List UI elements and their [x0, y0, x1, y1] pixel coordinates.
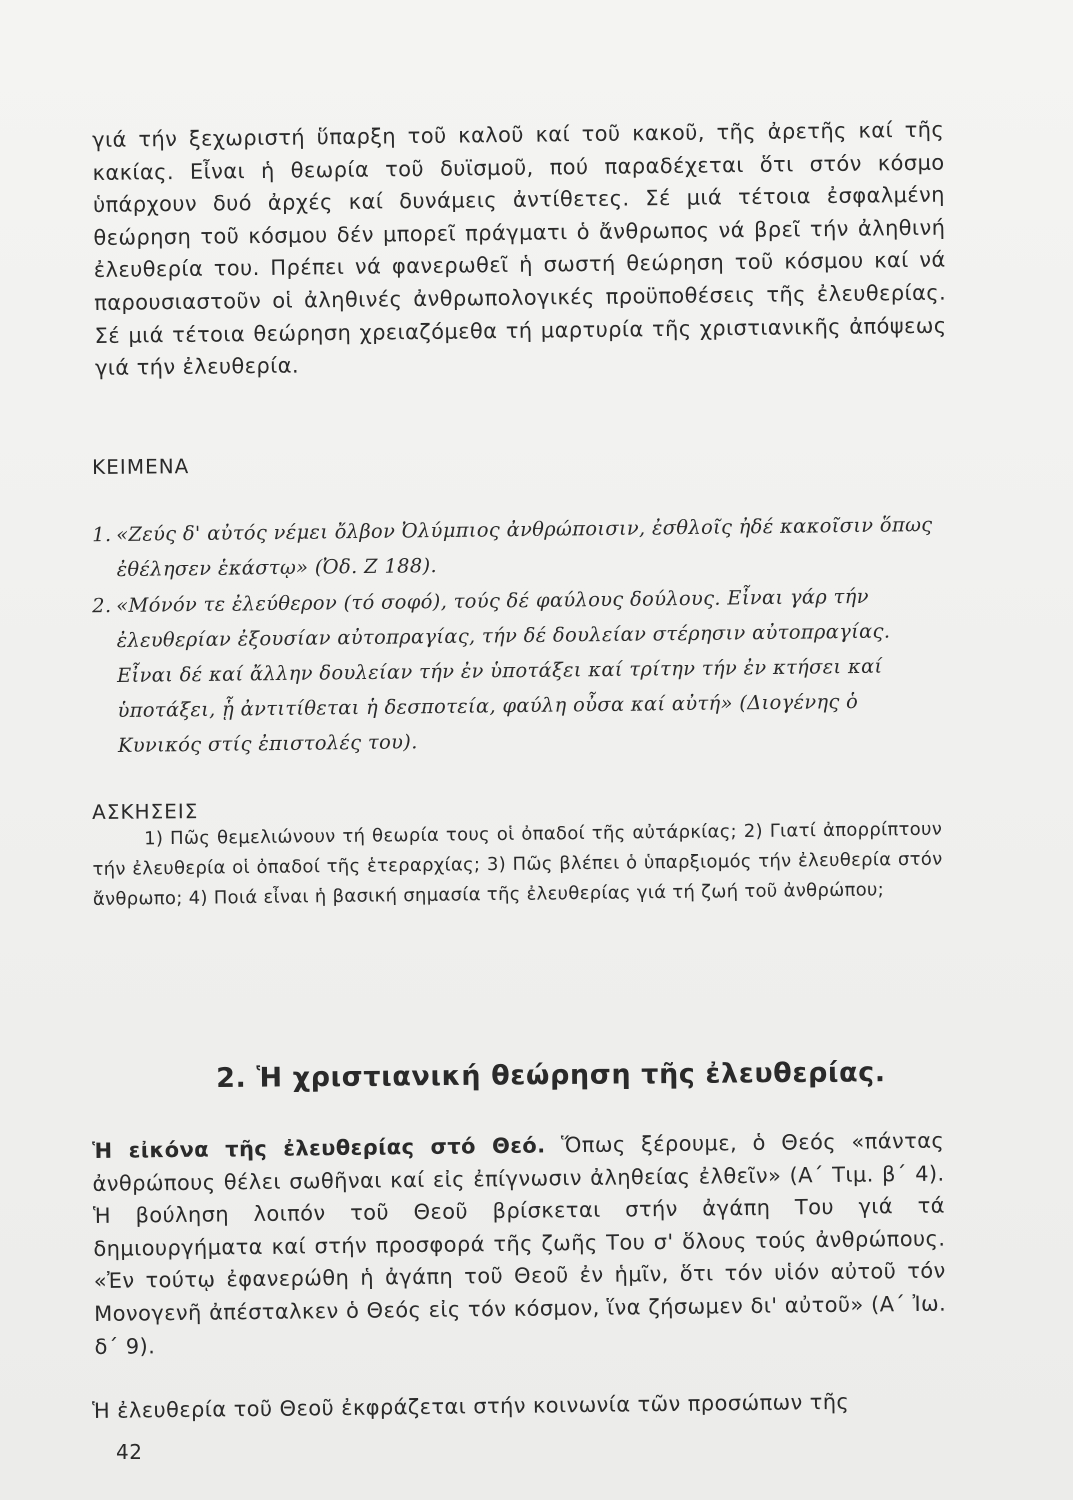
text-excerpt-1 — [92, 507, 943, 587]
body-paragraph-2 — [92, 1125, 947, 1364]
paragraph-2-body: Ὅπως ξέρουμε, ὁ Θεός «πάντας ἀνθρώπους θέλει σωθῆναι καί εἰς ἐπίγνωσιν ἀληθείας ἐλθεῖν» (Α΄ Τιμ. β΄ 4). Ἡ βούληση λοιπόν τοῦ Θεοῦ βρίσκεται στήν ἀγάπη Του γιά τά δημιουργήματα καί στήν προσφορά τῆς ζωῆς Του σ' ὅλους τούς ἀνθρώπους. «Ἐν τούτῳ ἐφανερώθη ἡ ἀγάπη τοῦ Θεοῦ ἐν ἡμῖν, ὅτι τόν υἱόν αὐτοῦ τόν Μονογενῆ ἀπέσταλκεν ὁ Θεός εἰς τόν κόσμον, ἵνα ζήσωμεν δι' αὐτοῦ» (Α΄ Ἰω. δ΄ 9). — [92, 1128, 947, 1359]
text-excerpt-2-number: 2. — [92, 594, 112, 618]
texts-heading: ΚΕΙΜΕΝΑ — [92, 454, 190, 479]
body-paragraph-1 — [92, 114, 947, 385]
paragraph-2-text — [92, 1125, 947, 1364]
text-excerpt-1-body: «Ζεύς δ' αὐτός νέμει ὄλβον Ὀλύμπιος ἀνθρώποισιν, ἐσθλοῖς ἠδέ κακοῖσιν ὅπως ἐθέλησεν ἑκάστῳ» (Ὀδ. Ζ 188). — [116, 513, 933, 581]
paragraph-1-text: γιά τήν ξεχωριστή ὕπαρξη τοῦ καλοῦ καί τοῦ κακοῦ, τῆς ἀρετῆς καί τῆς κακίας. Εἶναι ἡ θεωρία τοῦ δυϊσμοῦ, πού παραδέχεται ὅτι στόν κόσμο ὑπάρχουν δυό ἀρχές καί δυνάμεις ἀντίθετες. Σέ μιά τέτοια ἐσφαλμένη θεώρηση τοῦ κόσμου δέν μπορεῖ πράγματι ὁ ἄνθρωπος νά βρεῖ τήν ἀληθινή ἐλευθερία του. Πρέπει νά φανερωθεῖ ἡ σωστή θεώρηση τοῦ κόσμου καί νά παρουσιαστοῦν οἱ ἀληθινές ἀνθρωπολογικές προϋποθέσεις τῆς ἐλευθερίας. Σέ μιά τέτοια θεώρηση χρειαζόμεθα τή μαρτυρία τῆς χριστιανικῆς ἀπόψεως γιά τήν ἐλευθερία. — [92, 117, 947, 381]
text-excerpt-1-number: 1. — [92, 523, 112, 547]
body-paragraph-3 — [92, 1385, 944, 1428]
page-number: 42 — [116, 1440, 143, 1464]
text-excerpt-2 — [92, 578, 944, 763]
exercises-text: 1) Πῶς θεμελιώνουν τή θεωρία τους οἱ ὀπαδοί τῆς αὐτάρκίας; 2) Γιατί ἀπορρίπτουν τήν ἐλευθερία οἱ ὀπαδοί τῆς ἑτεραρχίας; 3) Πῶς βλέπει ὁ ὑπαρξιομός τήν ἐλευθερία στόν ἄνθρωπο; 4) Ποιά εἶναι ἡ βασική σημασία τῆς ἐλευθερίας γιά τή ζωή τοῦ ἀνθρώπου; — [92, 818, 943, 910]
chapter-title: 2. Ἡ χριστιανική θεώρηση τῆς ἐλευθερίας. — [216, 1057, 886, 1094]
exercises-list — [92, 815, 943, 915]
paragraph-2-lead: Ἡ εἰκόνα τῆς ἐλευθερίας στό Θεό. — [92, 1133, 546, 1163]
paragraph-3-text: Ἡ ἐλευθερία τοῦ Θεοῦ ἐκφράζεται στήν κοινωνία τῶν προσώπων τῆς — [92, 1389, 850, 1423]
exercises-heading: ΑΣΚΗΣΕΙΣ — [92, 799, 199, 824]
text-excerpt-2-body: «Μόνόν τε ἐλεύθερον (τό σοφό), τούς δέ φαύλους δούλους. Εἶναι γάρ τήν ἐλευθερίαν ἐξουσίαν αὐτοπραγίας, τήν δέ δουλείαν στέρησιν αὐτοπραγίας. Εἶναι δέ καί ἄλλην δουλείαν τήν ἐν ὑποτάξει καί τρίτην τήν ἐν κτήσει καί ὑποτάξει, ᾗ ἀντιτίθεται ἡ δεσποτεία, φαύλη οὖσα καί αὐτή» (Διογένης ὁ Κυνικός στίς ἐπιστολές του). — [116, 584, 891, 757]
